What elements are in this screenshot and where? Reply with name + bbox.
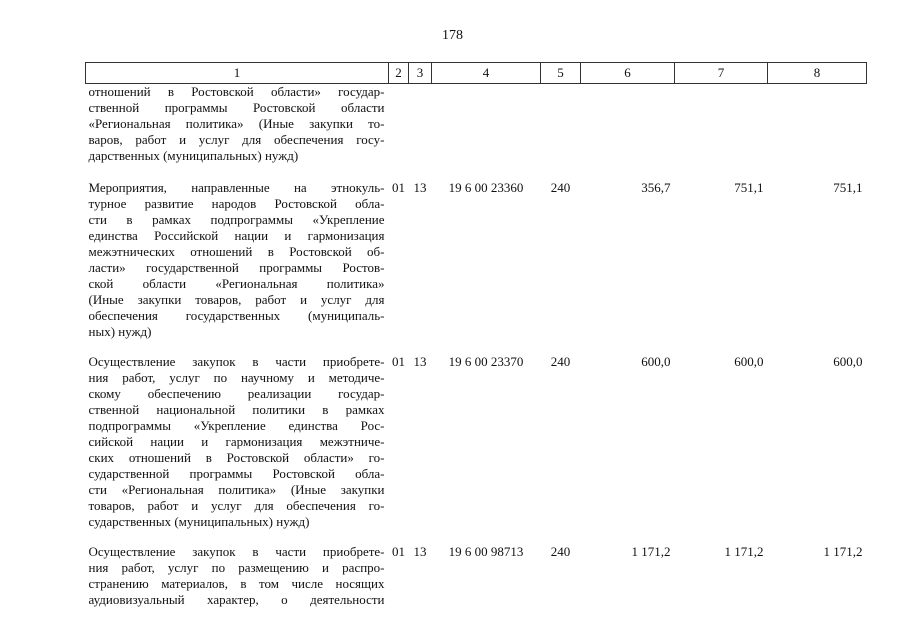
description-line: ственной национальной политики в рамках bbox=[88, 402, 385, 417]
target-item-code: 19 6 00 23360 bbox=[448, 180, 524, 195]
description-line: единства Российской нации и гармонизация bbox=[88, 228, 385, 243]
description-line: Осуществление закупок в части приобрете- bbox=[88, 354, 385, 369]
description-line: ных) нужд) bbox=[88, 324, 152, 339]
amount-col-6: 600,0 bbox=[641, 354, 671, 369]
description-line: Осуществление закупок в части приобрете- bbox=[88, 544, 385, 559]
section-code bbox=[389, 84, 409, 181]
target-item-code: 19 6 00 98713 bbox=[448, 544, 524, 559]
description-line: межэтнических отношений в Ростовской об- bbox=[88, 244, 385, 259]
amount-col-6: 1 171,2 bbox=[631, 544, 671, 559]
column-header-8: 8 bbox=[768, 63, 867, 84]
description-line: ской области «Региональная политика» bbox=[88, 276, 385, 291]
expense-type-code bbox=[541, 84, 581, 181]
description-line: ния работ, услуг по размещению и распро- bbox=[88, 560, 385, 575]
description-line: обеспечения государственных (муниципаль- bbox=[88, 308, 385, 323]
description-line: ласти» государственной программы Ростов- bbox=[88, 260, 385, 275]
expense-type-code: 240 bbox=[550, 180, 571, 195]
target-item-code bbox=[432, 84, 541, 181]
subsection-code: 13 bbox=[413, 544, 427, 559]
amount-col-7: 600,0 bbox=[734, 354, 764, 369]
description-line: ских отношений в Ростовской области» го- bbox=[88, 450, 385, 465]
budget-table bbox=[85, 62, 867, 622]
column-header-7: 7 bbox=[675, 63, 768, 84]
amount-col-7: 1 171,2 bbox=[724, 544, 764, 559]
amount-col-8: 1 171,2 bbox=[823, 544, 863, 559]
subsection-code bbox=[409, 84, 432, 181]
description-line: странению материалов, в том числе носящих bbox=[88, 576, 385, 591]
column-header-4: 4 bbox=[432, 63, 541, 84]
target-item-code: 19 6 00 23370 bbox=[448, 354, 524, 369]
description-line: ственной программы Ростовской области bbox=[88, 100, 385, 115]
row-description bbox=[86, 544, 389, 622]
section-code: 01 bbox=[392, 544, 405, 559]
description-line: (Иные закупки товаров, работ и услуг для bbox=[88, 292, 385, 307]
column-header-5: 5 bbox=[541, 63, 581, 84]
expense-type-code: 240 bbox=[550, 544, 571, 559]
description-line: ния работ, услуг по научному и методиче- bbox=[88, 370, 385, 385]
description-line: сийской нации и гармонизация межэтниче- bbox=[88, 434, 385, 449]
description-line: турное развитие народов Ростовской обла- bbox=[88, 196, 385, 211]
subsection-code: 13 bbox=[413, 354, 427, 369]
section-code: 01 bbox=[392, 180, 405, 195]
column-header-6: 6 bbox=[581, 63, 675, 84]
column-header-1: 1 bbox=[86, 63, 389, 84]
amount-col-7 bbox=[675, 84, 768, 181]
subsection-code: 13 bbox=[413, 180, 427, 195]
description-line: подпрограммы «Укрепление единства Рос- bbox=[88, 418, 385, 433]
amount-col-8: 600,0 bbox=[833, 354, 863, 369]
row-description bbox=[86, 354, 389, 544]
expense-type-code: 240 bbox=[550, 354, 571, 369]
table-row bbox=[86, 180, 867, 354]
description-line: отношений в Ростовской области» государ- bbox=[88, 84, 385, 99]
description-line: дарственных (муниципальных) нужд) bbox=[88, 148, 299, 163]
description-line: сударственных (муниципальных) нужд) bbox=[88, 514, 310, 529]
amount-col-6: 356,7 bbox=[641, 180, 671, 195]
amount-col-6 bbox=[581, 84, 675, 181]
table-row bbox=[86, 84, 867, 181]
description-line: товаров, работ и услуг для обеспечения го- bbox=[88, 498, 385, 513]
description-line: скому обеспечению реализации государ- bbox=[88, 386, 385, 401]
table-header-row bbox=[86, 63, 867, 84]
description-line: «Региональная политика» (Иные закупки то- bbox=[88, 116, 385, 131]
description-line: аудиовизуальный характер, о деятельности bbox=[88, 592, 385, 607]
description-line: Мероприятия, направленные на этнокуль- bbox=[88, 180, 385, 195]
column-header-2: 2 bbox=[389, 63, 409, 84]
description-line: варов, работ и услуг для обеспечения госу- bbox=[88, 132, 385, 147]
section-code: 01 bbox=[392, 354, 405, 369]
table-row bbox=[86, 354, 867, 544]
row-description bbox=[86, 180, 389, 354]
row-description bbox=[86, 84, 389, 181]
table-row bbox=[86, 544, 867, 622]
description-line: сти в рамках подпрограммы «Укрепление bbox=[88, 212, 385, 227]
description-line: сударственной программы Ростовской обла- bbox=[88, 466, 385, 481]
column-header-3: 3 bbox=[409, 63, 432, 84]
amount-col-7: 751,1 bbox=[734, 180, 764, 195]
description-line: сти «Региональная политика» (Иные закупки bbox=[88, 482, 385, 497]
amount-col-8: 751,1 bbox=[833, 180, 863, 195]
page-number: 178 bbox=[442, 28, 463, 43]
amount-col-8 bbox=[768, 84, 867, 181]
